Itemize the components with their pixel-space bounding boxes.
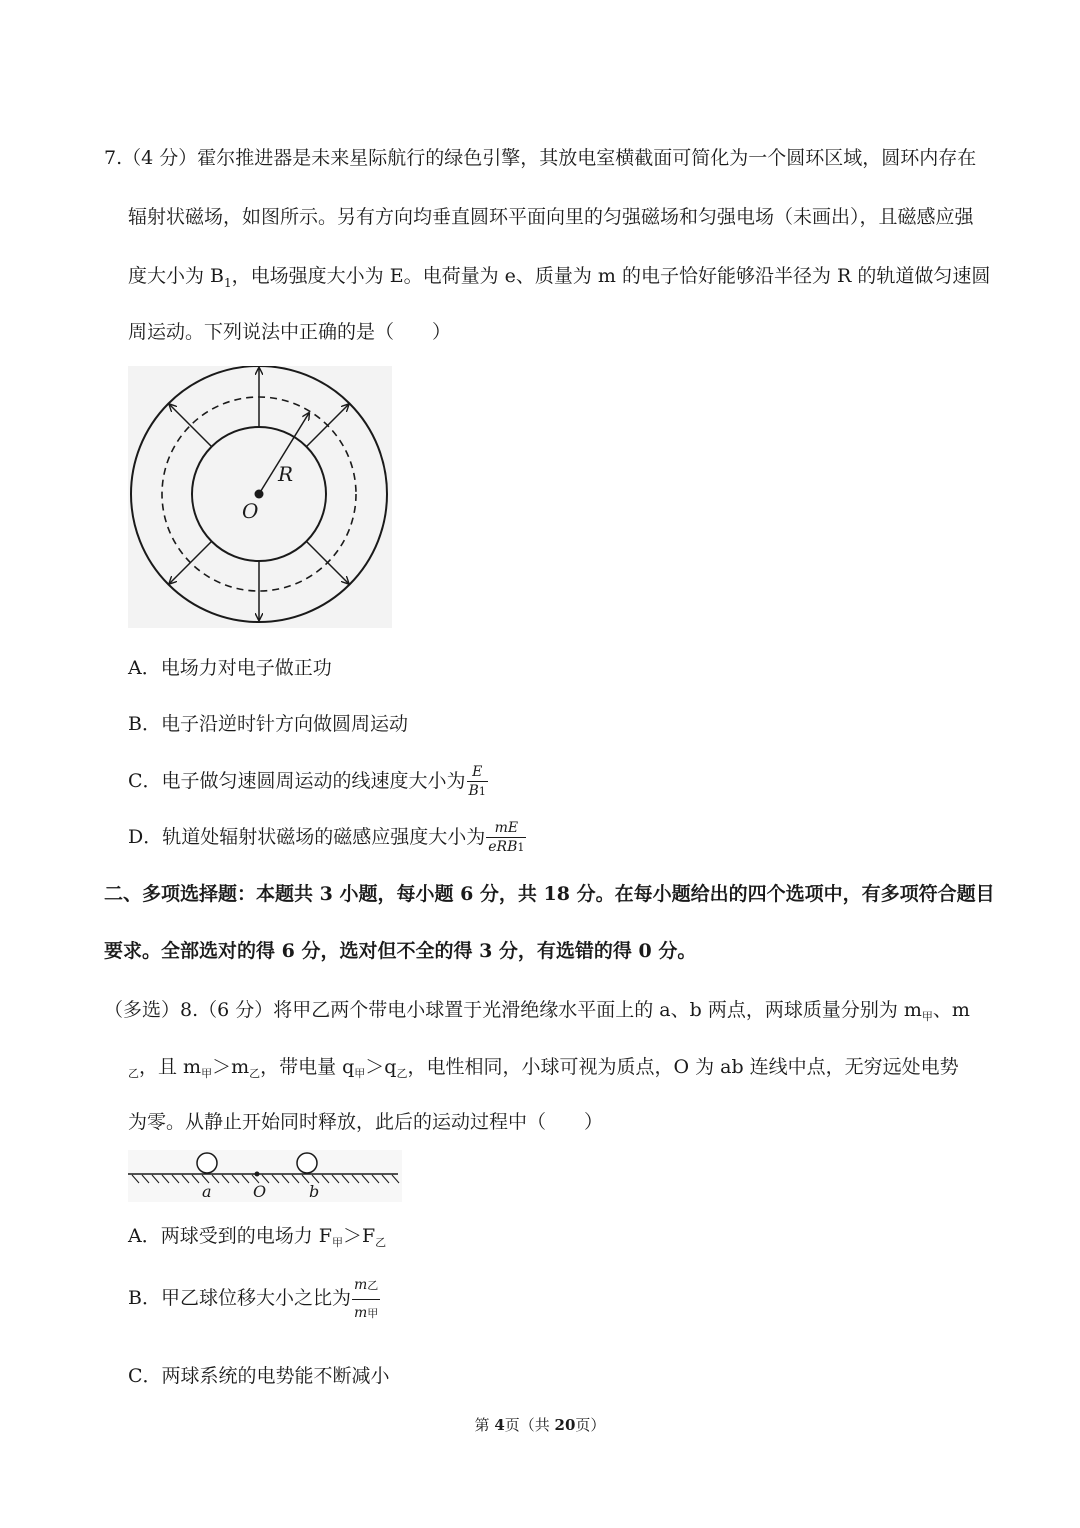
q7-stem-line-2: 辐射状磁场，如图所示。另有方向均垂直圆环平面向里的匀强磁场和匀强电场（未画出），且磁感应强 bbox=[128, 206, 974, 228]
q7-ring-diagram bbox=[128, 366, 392, 628]
label-R: R bbox=[278, 462, 294, 486]
label-b: b bbox=[309, 1182, 320, 1201]
section2-heading-line-2: 要求。全部选对的得 6 分，选对但不全的得 3 分，有选错的得 0 分。 bbox=[104, 940, 697, 962]
q8-stem-line-3: 为零。从静止开始同时释放，此后的运动过程中（ ） bbox=[128, 1111, 604, 1133]
label-O: O bbox=[253, 1182, 267, 1201]
q8-stem-line-1: （多选）8.（6 分）将甲乙两个带电小球置于光滑绝缘水平面上的 a、b 两点，两球质量分别为 $m_甲$、m bbox=[104, 999, 970, 1023]
q7-option-d: D．轨道处辐射状磁场的磁感应强度大小为 $\frac{mE}{\text{eRB1}}$ bbox=[128, 820, 525, 855]
page-footer: 第 4页（共 20页） bbox=[474, 1416, 606, 1434]
q8-option-a: A．两球受到的电场力 $F_甲>F_乙$ bbox=[128, 1225, 387, 1249]
q7-option-a: A．电场力对电子做正功 bbox=[128, 657, 332, 679]
q8-balls-diagram bbox=[128, 1150, 402, 1202]
ball-jia bbox=[197, 1153, 217, 1173]
q8-option-c: C．两球系统的电势能不断减小 bbox=[128, 1365, 390, 1387]
q7-stem-line-3: 度大小为 $B_1$，电场强度大小为 E。电荷量为 e、质量为 m 的电子恰好能够沿半径为 R 的轨道做匀速圆 bbox=[128, 265, 991, 290]
label-O: O bbox=[242, 499, 259, 523]
q7-stem-line-4: 周运动。下列说法中正确的是（ ） bbox=[128, 321, 452, 343]
center-point-O bbox=[255, 490, 264, 499]
q8-option-b: B．甲乙球位移大小之比为 $\frac{\text{m乙}}{\text{m甲}}$ bbox=[128, 1264, 380, 1332]
q7-option-d-fraction: $\frac{mE}{\text{eRB1}}$ bbox=[488, 820, 525, 855]
q7-stem-line-1: 7.（4 分）霍尔推进器是未来星际航行的绿色引擎，其放电室横截面可简化为一个圆环区域，圆环内存在 bbox=[104, 147, 977, 169]
midpoint-O bbox=[255, 1172, 260, 1177]
q8-option-b-fraction: $\frac{\text{m乙}}{\text{m甲}}$ bbox=[352, 1272, 380, 1327]
q7-option-c: C．电子做匀速圆周运动的线速度大小为 $\frac{E}{B1}$ bbox=[128, 764, 486, 799]
q8-stem-line-2: $_乙$，且 $m_甲>m_乙$，带电量 $q_甲>q_乙$，电性相同，小球可视为质点，O 为 ab 连线中点，无穷远处电势 bbox=[128, 1056, 959, 1080]
ball-yi bbox=[297, 1153, 317, 1173]
section2-heading-line-1: 二、多项选择题：本题共 3 小题，每小题 6 分，共 18 分。在每小题给出的四个选项中，有多项符合题目 bbox=[104, 883, 995, 905]
q7-option-c-fraction: $\frac{E}{B1}$ bbox=[468, 764, 486, 799]
q7-option-b: B．电子沿逆时针方向做圆周运动 bbox=[128, 713, 408, 735]
label-a: a bbox=[202, 1182, 212, 1201]
